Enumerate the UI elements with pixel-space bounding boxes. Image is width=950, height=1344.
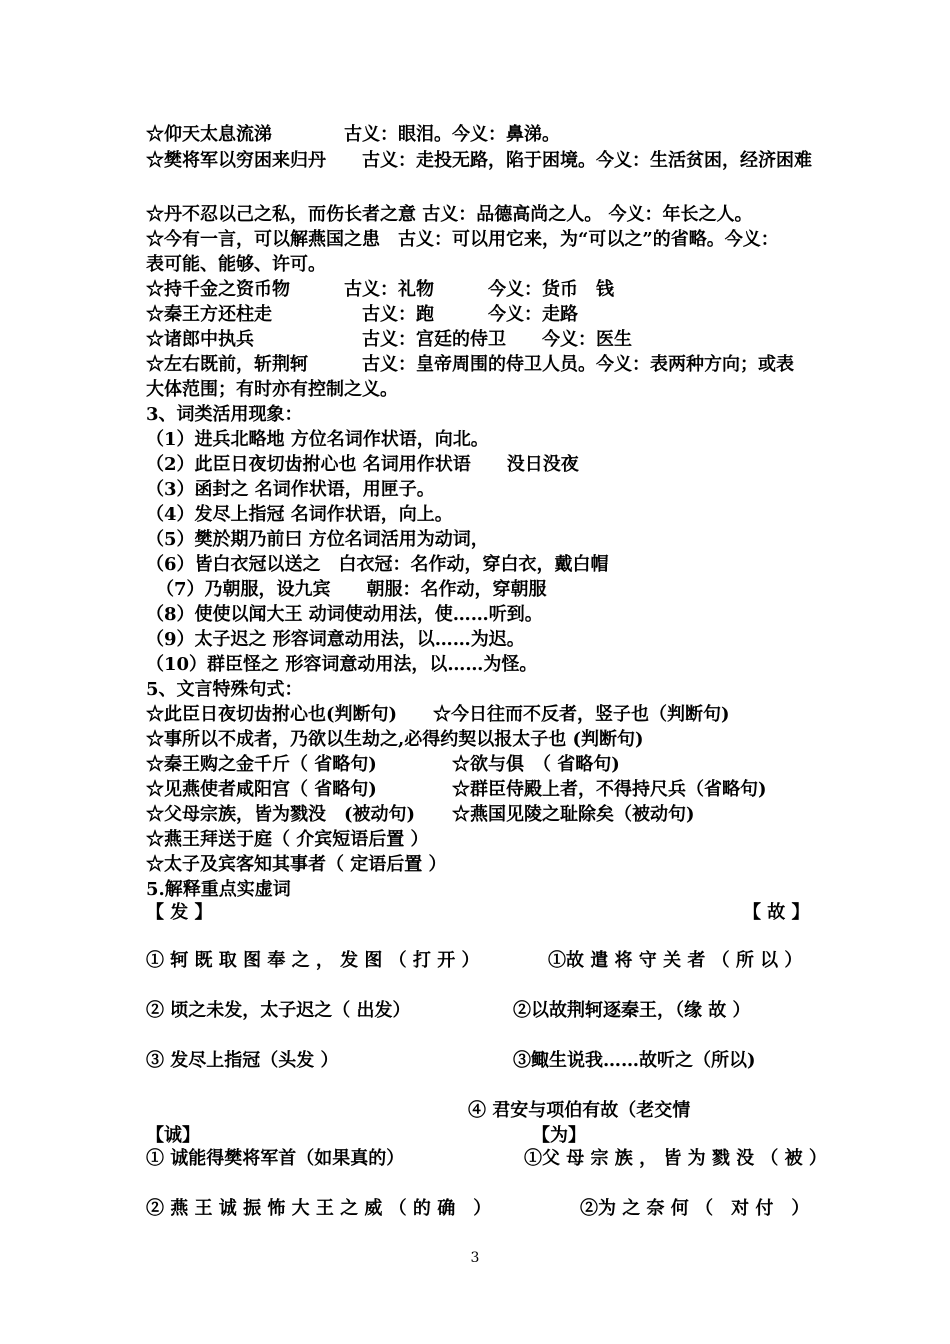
text-line: ☆丹不忍以己之私，而伤长者之意 古义：品德高尚之人。 今义：年长之人。 bbox=[146, 204, 753, 225]
text-line: ☆群臣侍殿上者，不得持尺兵（省略句) bbox=[452, 779, 767, 800]
text-line: ① 诚能得樊将军首（如果真的） bbox=[146, 1148, 405, 1169]
text-line: ③鲰生说我……故听之（所以) bbox=[513, 1050, 756, 1071]
text-line: （1）进兵北略地 方位名词作状语，向北。 bbox=[146, 429, 489, 450]
text-line: ☆左右既前，斩荆轲 古义：皇帝周围的侍卫人员。今义：表两种方向；或表 bbox=[146, 354, 794, 375]
word-heading-wei: 【为】 bbox=[532, 1125, 586, 1146]
text-line: ④ 君安与项伯有故（老交情 bbox=[468, 1100, 691, 1121]
text-line: ☆父母宗族，皆为戮没 (被动句) bbox=[146, 804, 416, 825]
text-line: ☆樊将军以穷困来归丹 古义：走投无路，陷于困境。今义：生活贫困，经济困难 bbox=[146, 150, 812, 171]
section-heading: 5、文言特殊句式： bbox=[146, 679, 303, 700]
word-heading-cheng: 【诚】 bbox=[146, 1125, 200, 1146]
word-heading-gu: 【 故 】 bbox=[743, 902, 810, 923]
text-line: ☆今有一言，可以解燕国之患 古义：可以用它来，为“可以之”的省略。今义： bbox=[146, 229, 779, 250]
text-line: （3）函封之 名词作状语，用匣子。 bbox=[146, 479, 435, 500]
text-line: （2）此臣日夜切齿拊心也 名词用作状语 没日没夜 bbox=[146, 454, 579, 475]
text-line: （7）乃朝服，设九宾 朝服：名作动，穿朝服 bbox=[156, 579, 547, 600]
text-line: ②以故荆轲逐秦王，（缘 故 ） bbox=[513, 1000, 751, 1021]
section-heading: 3、词类活用现象： bbox=[146, 404, 303, 425]
text-line: ☆燕王拜送于庭（ 介宾短语后置 ） bbox=[146, 829, 429, 850]
text-line: ② 顷之未发，太子迟之（ 出发） bbox=[146, 1000, 411, 1021]
page-number: 3 bbox=[470, 1250, 480, 1266]
text-line: （9）太子迟之 形容词意动用法，以……为迟。 bbox=[146, 629, 525, 650]
text-line: ②为 之 奈 何 （ 对 付 ） bbox=[580, 1198, 810, 1219]
text-line: ☆持千金之资币物 古义：礼物 今义：货币 钱 bbox=[146, 279, 614, 300]
text-line: （4）发尽上指冠 名词作状语，向上。 bbox=[146, 504, 453, 525]
section-heading: 5.解释重点实虚词 bbox=[146, 879, 291, 900]
text-line: ③ 发尽上指冠（头发 ） bbox=[146, 1050, 339, 1071]
text-line: ①父 母 宗 族 ， 皆 为 戮 没 （ 被 ） bbox=[524, 1148, 827, 1169]
text-line: ② 燕 王 诚 振 怖 大 王 之 威 （ 的 确 ） bbox=[146, 1198, 492, 1219]
text-line: ① 轲 既 取 图 奉 之 ， 发 图 （ 打 开 ） bbox=[146, 950, 480, 971]
text-line: ☆仰天太息流涕 古义：眼泪。今义：鼻涕。 bbox=[146, 124, 560, 145]
text-line: ☆欲与俱 （ 省略句) bbox=[452, 754, 620, 775]
text-line: ☆诸郎中执兵 古义：宫廷的侍卫 今义：医生 bbox=[146, 329, 632, 350]
text-line: （10）群臣怪之 形容词意动用法，以……为怪。 bbox=[146, 654, 538, 675]
text-line: 大体范围；有时亦有控制之义。 bbox=[146, 379, 398, 400]
text-line: （6）皆白衣冠以送之 白衣冠：名作动，穿白衣，戴白帽 bbox=[146, 554, 609, 575]
text-line: 表可能、能够、许可。 bbox=[146, 254, 326, 275]
text-line: ☆太子及宾客知其事者（ 定语后置 ） bbox=[146, 854, 447, 875]
text-line: ☆秦王方还柱走 古义：跑 今义：走路 bbox=[146, 304, 578, 325]
text-line: ☆秦王购之金千斤（ 省略句) bbox=[146, 754, 377, 775]
text-line: ①故 遣 将 守 关 者 （ 所 以 ） bbox=[548, 950, 803, 971]
text-line: （8）使使以闻大王 动词使动用法，使……听到。 bbox=[146, 604, 543, 625]
word-heading-fa: 【 发 】 bbox=[146, 902, 213, 923]
text-line: （5）樊於期乃前曰 方位名词活用为动词， bbox=[146, 529, 489, 550]
text-line: ☆燕国见陵之耻除矣（被动句) bbox=[452, 804, 695, 825]
text-line: ☆此臣日夜切齿拊心也(判断句) ☆今日往而不反者，竖子也（判断句) bbox=[146, 704, 730, 725]
text-line: ☆见燕使者咸阳宫（ 省略句) bbox=[146, 779, 377, 800]
text-line: ☆事所以不成者，乃欲以生劫之,必得约契以报太子也 (判断句) bbox=[146, 729, 644, 750]
